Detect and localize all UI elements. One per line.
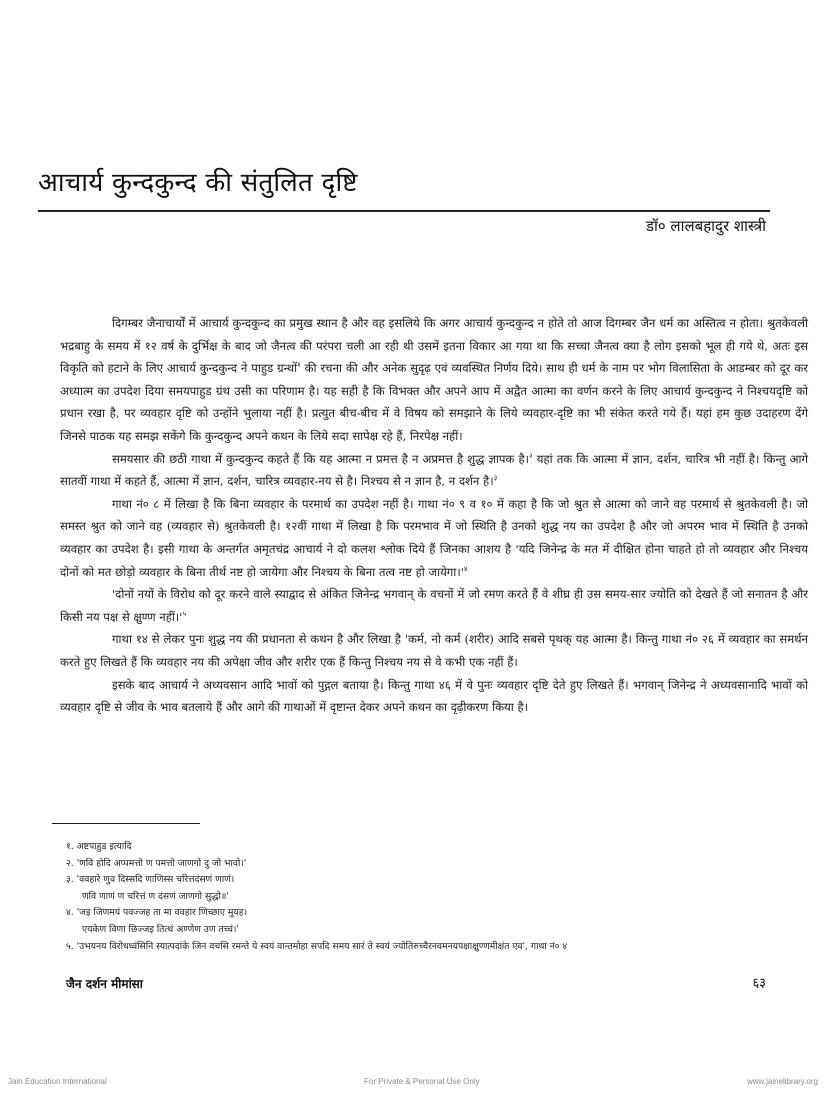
footnote-ref: ४ (463, 564, 468, 573)
title-rule (38, 210, 770, 212)
footnote-4: ४. 'जइ जिणमयं पवज्जह ता मा ववहार णिच्छाए मुयह। एयकेण विणा छिज्जइ तित्थं अण्णेण उण तच्चं।' (66, 907, 248, 935)
footnote-ref: ५ (182, 609, 187, 618)
watermark-left: Jain Education International (8, 1077, 107, 1086)
page-number: ६३ (752, 976, 766, 991)
footnote-5: ५. 'उभयनय विरोधध्वंसिनि स्यात्पदांके जिन वचसि रमन्ते ये स्वयं वान्तमोहा सपदि समय सारं ते स्वयं ज्योतिरुच्चैरनवमनयपक्षाक्षुण्णमीक्षंत एव', गाथा नं० ४ (66, 940, 568, 952)
footnote-3: ३. 'ववहारे णुव दिस्सदि णाणिस्स चरित्तदंसणं णाणं। णवि णाणं ण चरित्तं ण दंसणं जाणगो सुद्धो॥' (66, 874, 235, 902)
paragraph-4: 'दोनों नयों के विरोध को दूर करने वाले स्याद्वाद से अंकित जिनेन्द्र भगवान् के वचनों में जो रमण करते हैं वे शीघ्र ही उस समय-सार ज्योति को देखते हैं जो सनातन है और किसी नय पक्ष से क्षुण्ण $नहीं।'^५$ (60, 587, 808, 624)
paragraph-6: इसके बाद आचार्य ने अध्यवसान आदि भावों को पुद्गल बताया है। किन्तु गाथा ४६ में वे पुनः व्यवहार दृष्टि देते हुए लिखते हैं। भगवान् जिनेन्द्र ने अध्यवसानादि भावों को व्यवहार दृष्टि से जीव के भाव बतलाये हैं और आगे की गाथाओं में दृष्टान्त देकर अपने कथन का दृढ़ीकरण किया है। (60, 677, 808, 715)
paragraph-3: गाथा नं० ८ में लिखा है कि बिना व्यवहार के परमार्थ का उपदेश नहीं है। गाथा नं० ९ व १० में कहा है कि जो श्रुत से आत्मा को जाने वह परमार्थ से श्रुतकेवली है। जो समस्त श्रुत को जाने वह (व्यवहार से) श्रुतकेवली है। १२वीं गाथा में लिखा है कि परमभाव में जो स्थिति है उनको शुद्ध नय का उपदेश है और जो अपरम भाव में स्थिति है उनको व्यवहार का उपदेश है। इसी गाथा के अन्तर्गत अमृतचंद्र आचार्य ने दो कलश श्लोक दिये हैं जिनका आशय है 'यदि जिनेन्द्र के मत में दीक्षित होना चाहते हो तो व्यवहार और निश्चय दोनों को मत छोड़ो व्यवहार के बिना तीर्थ नष्ट हो जायेगा और निश्चय के बिना तत्व नष्ट हो $जायेगा।'^४$ (60, 496, 808, 579)
footnotes (66, 839, 826, 955)
footnote-ref: २ (529, 451, 533, 460)
footnote-1: १. अष्टपाहुड इत्यादि (66, 841, 132, 852)
watermark-right[interactable]: www.jainelibrary.org (747, 1077, 818, 1086)
footnote-rule (52, 823, 200, 824)
watermark-center: For Private & Personal Use Only (364, 1077, 480, 1086)
footnote-ref: १ (297, 361, 301, 370)
article-title: आचार्य कुन्दकुन्द की संतुलित दृष्टि (38, 168, 358, 198)
paragraph-1: दिगम्बर जैनाचार्यों में आचार्य कुन्दकुन्द का प्रमुख स्थान है और वह इसलिये कि अगर आचार्य कुन्दकुन्द न होते तो आज दिगम्बर जैन धर्म का अस्तित्व न होता। श्रुतकेवली भद्रबाहु के समय में १२ वर्ष के दुर्भिक्ष के बाद जो जैनत्व की परंपरा चली आ रही थी उसमें इतना विकार आ गया था कि सच्चा जैनत्व क्या है लोग इसको भूल ही गये थे, अतः इस विकृति को हटाने के लिए आचार्य कुन्दकुन्द ने पाहुड ग्रन्थों$^१$ की रचना की और अनेक सुदृढ़ एवं व्यवस्थित निर्णय दिये। साथ ही धर्म के नाम पर भोग विलासिता के आडम्बर को दूर कर अध्यात्म का उपदेश दिया समयपाहुड ग्रंथ उसी का परिणाम है। यह सही है कि विभक्त और अपने आप में अद्वैत आत्मा का वर्णन करने के लिए आचार्य कुन्दकुन्द ने निश्चयदृष्टि को प्रधान रखा है, पर व्यवहार दृष्टि को उन्होंने भुलाया नहीं है। प्रत्युत बीच-बीच में वे विषय को समझाने के लिये व्यवहार-दृष्टि का भी संकेत करते गये हैं। यहां हम कुछ उदाहरण देंगे जिनसे पाठक यह समझ सकेंगे कि कुन्दकुन्द अपने कथन के लिये सदा सापेक्ष रहे हैं, निरपेक्ष नहीं। (60, 316, 808, 443)
author-name: डॉ० लालबहादुर शास्त्री (645, 217, 766, 235)
article-body (60, 312, 808, 719)
paragraph-2: समयसार की छठी गाथा में कुन्दकुन्द कहते हैं कि यह आत्मा न प्रमत्त है न अप्रमत्त है शुद्ध ज्ञापक है।$^२$ यहां तक कि आत्मा में ज्ञान, दर्शन, चारित्र भी नहीं है। किन्तु आगे सातवीं गाथा में कहते हैं, आत्मा में ज्ञान, दर्शन, चारित्र व्यवहार-नय से है। निश्चय से न ज्ञान है, न दर्शन है।$^३$ (60, 451, 808, 489)
paragraph-5: गाथा १४ से लेकर पुनः शुद्ध नय की प्रधानता से कथन है और लिखा है 'कर्म, नो कर्म (शरीर) आदि सबसे पृथक् यह आत्मा है। किन्तु गाथा नं० २६ में व्यवहार का समर्थन करते हुए लिखते हैं कि व्यवहार नय की अपेक्षा जीव और शरीर एक हैं किन्तु निश्चय नय से वे कभी एक नहीं हैं। (60, 632, 808, 669)
footnote-2: २. 'णवि होदि अप्पमत्तो ण पमत्तो जाणगो दु जो भावो।' (66, 857, 247, 869)
journal-name: जैन दर्शन मीमांसा (66, 977, 143, 991)
footnote-ref: ३ (493, 474, 498, 483)
